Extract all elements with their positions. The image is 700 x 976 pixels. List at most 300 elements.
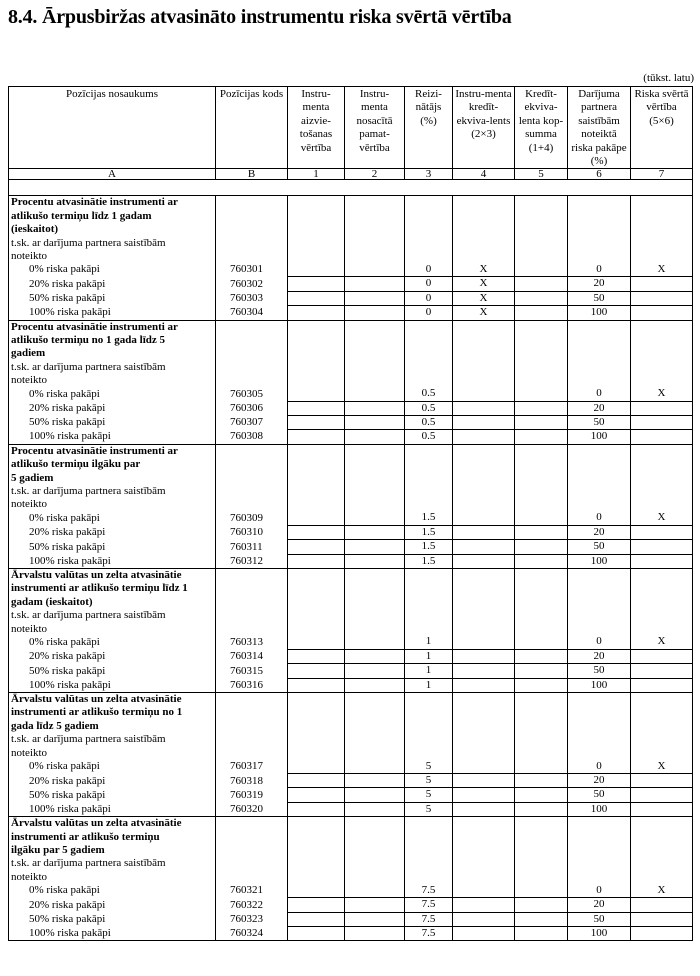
table-row — [9, 196, 693, 277]
value-cell-c3[interactable]: 1.5 — [405, 540, 453, 554]
value-cell-c3[interactable]: 0.5 — [405, 430, 453, 444]
value-cell-c2[interactable] — [345, 554, 405, 568]
position-name-cell — [9, 320, 216, 401]
value-cell-c6[interactable]: 0 — [568, 320, 631, 401]
position-code: 760319 — [216, 788, 288, 802]
value-cell-c3[interactable]: 1 — [405, 664, 453, 678]
position-name-cell — [9, 817, 216, 898]
value-cell-c6[interactable]: 20 — [568, 898, 631, 912]
risk-level-label: 20% riska pakāpi — [29, 526, 106, 539]
value-cell-c3[interactable]: 7.5 — [405, 898, 453, 912]
position-code: 760303 — [216, 291, 288, 305]
value-cell-c7[interactable] — [631, 926, 693, 940]
value-cell-c6[interactable]: 50 — [568, 415, 631, 429]
value-cell-c4[interactable] — [453, 568, 515, 649]
value-cell-c5[interactable] — [515, 554, 568, 568]
position-name-cell — [9, 415, 216, 429]
value-cell-c2[interactable] — [345, 277, 405, 291]
value-cell-c7[interactable] — [631, 678, 693, 692]
value-cell-c5[interactable] — [515, 291, 568, 305]
value-cell-c1[interactable] — [288, 678, 345, 692]
value-cell-c2[interactable] — [345, 306, 405, 320]
position-name-cell — [9, 802, 216, 816]
section-heading: Ārvalstu valūtas un zelta atvasinātie — [11, 568, 182, 581]
value-cell-c2[interactable] — [345, 415, 405, 429]
table-row — [9, 926, 693, 940]
section-heading: 5 gadiem — [11, 471, 54, 484]
sub-caption: t.sk. ar darījuma partnera saistībām — [11, 857, 166, 870]
value-cell-c5[interactable] — [515, 898, 568, 912]
value-cell-c2[interactable] — [345, 320, 405, 401]
column-header: Riska svērtā vērtība (5×6) — [631, 87, 693, 169]
value-cell-c1[interactable] — [288, 291, 345, 305]
value-cell-c2[interactable] — [345, 196, 405, 277]
risk-level-label: 100% riska pakāpi — [29, 430, 111, 443]
value-cell-c3[interactable]: 1.5 — [405, 525, 453, 539]
value-cell-c2[interactable] — [345, 926, 405, 940]
value-cell-c4[interactable] — [453, 817, 515, 898]
value-cell-c5[interactable] — [515, 415, 568, 429]
position-code: 760309 — [216, 444, 288, 525]
value-cell-c7[interactable]: X — [631, 693, 693, 774]
value-cell-c7[interactable] — [631, 802, 693, 816]
table-row — [9, 912, 693, 926]
value-cell-c3[interactable]: 0 — [405, 196, 453, 277]
value-cell-c7[interactable] — [631, 554, 693, 568]
sub-caption: noteikto — [11, 622, 48, 635]
column-header: Pozīcijas nosaukums — [9, 87, 216, 169]
value-cell-c4[interactable] — [453, 788, 515, 802]
position-name-cell — [9, 788, 216, 802]
column-letter: 7 — [631, 169, 693, 180]
column-letter: 6 — [568, 169, 631, 180]
value-cell-c7[interactable] — [631, 664, 693, 678]
section-heading: gada līdz 5 gadiem — [11, 719, 99, 732]
section-heading: instrumenti ar atlikušo termiņu — [11, 830, 160, 843]
table-row — [9, 415, 693, 429]
unit-note: (tūkst. latu) — [643, 72, 694, 84]
value-cell-c5[interactable] — [515, 306, 568, 320]
value-cell-c7[interactable]: X — [631, 196, 693, 277]
value-cell-c6[interactable]: 20 — [568, 774, 631, 788]
value-cell-c2[interactable] — [345, 693, 405, 774]
value-cell-c4[interactable]: X — [453, 291, 515, 305]
value-cell-c3[interactable]: 1 — [405, 568, 453, 649]
risk-level-label: 100% riska pakāpi — [29, 802, 111, 815]
risk-level-label: 20% riska pakāpi — [29, 277, 106, 290]
value-cell-c3[interactable]: 7.5 — [405, 926, 453, 940]
value-cell-c5[interactable] — [515, 444, 568, 525]
value-cell-c1[interactable] — [288, 912, 345, 926]
position-name-cell — [9, 540, 216, 554]
value-cell-c4[interactable] — [453, 898, 515, 912]
section-heading: gadiem — [11, 347, 46, 360]
section-heading: Ārvalstu valūtas un zelta atvasinātie — [11, 817, 182, 830]
column-letter: 5 — [515, 169, 568, 180]
position-name-cell — [9, 291, 216, 305]
position-name-cell — [9, 678, 216, 692]
value-cell-c7[interactable] — [631, 540, 693, 554]
value-cell-c4[interactable] — [453, 430, 515, 444]
value-cell-c7[interactable]: X — [631, 320, 693, 401]
value-cell-c4[interactable] — [453, 912, 515, 926]
value-cell-c2[interactable] — [345, 525, 405, 539]
position-name-cell — [9, 196, 216, 277]
value-cell-c4[interactable] — [453, 678, 515, 692]
table-row — [9, 774, 693, 788]
table-row — [9, 554, 693, 568]
position-code: 760317 — [216, 693, 288, 774]
position-code: 760316 — [216, 678, 288, 692]
page-title: 8.4. Ārpusbiržas atvasināto instrumentu riska svērtā vērtība — [8, 6, 512, 28]
column-header: Darījuma partnera saistībām noteiktā riska pakāpe (%) — [568, 87, 631, 169]
value-cell-c4[interactable] — [453, 664, 515, 678]
value-cell-c7[interactable] — [631, 898, 693, 912]
risk-level-label: 50% riska pakāpi — [29, 913, 106, 926]
value-cell-c6[interactable]: 20 — [568, 277, 631, 291]
value-cell-c3[interactable]: 0 — [405, 291, 453, 305]
table-row — [9, 568, 693, 649]
value-cell-c6[interactable]: 100 — [568, 802, 631, 816]
value-cell-c4[interactable]: X — [453, 306, 515, 320]
risk-level-label: 0% riska pakāpi — [29, 387, 100, 400]
value-cell-c6[interactable]: 0 — [568, 444, 631, 525]
section-heading: Procentu atvasinātie instrumenti ar — [11, 444, 178, 457]
risk-level-label: 50% riska pakāpi — [29, 788, 106, 801]
value-cell-c2[interactable] — [345, 664, 405, 678]
value-cell-c5[interactable] — [515, 817, 568, 898]
value-cell-c7[interactable] — [631, 649, 693, 663]
value-cell-c6[interactable]: 50 — [568, 912, 631, 926]
column-letter: 4 — [453, 169, 515, 180]
value-cell-c6[interactable]: 100 — [568, 306, 631, 320]
table-row — [9, 430, 693, 444]
column-header: Kredīt-ekviva-lenta kop-summa (1+4) — [515, 87, 568, 169]
risk-level-label: 0% riska pakāpi — [29, 635, 100, 648]
risk-level-label: 20% riska pakāpi — [29, 774, 106, 787]
value-cell-c7[interactable] — [631, 774, 693, 788]
value-cell-c2[interactable] — [345, 788, 405, 802]
value-cell-c3[interactable]: 1.5 — [405, 444, 453, 525]
value-cell-c4[interactable] — [453, 525, 515, 539]
value-cell-c1[interactable] — [288, 649, 345, 663]
value-cell-c1[interactable] — [288, 568, 345, 649]
value-cell-c4[interactable] — [453, 415, 515, 429]
spacer-cell — [9, 180, 693, 196]
position-code: 760304 — [216, 306, 288, 320]
position-code: 760307 — [216, 415, 288, 429]
value-cell-c6[interactable]: 0 — [568, 568, 631, 649]
value-cell-c6[interactable]: 100 — [568, 926, 631, 940]
position-name-cell — [9, 444, 216, 525]
value-cell-c1[interactable] — [288, 525, 345, 539]
position-name-cell — [9, 401, 216, 415]
value-cell-c6[interactable]: 20 — [568, 649, 631, 663]
value-cell-c1[interactable] — [288, 788, 345, 802]
section-heading: (ieskaitot) — [11, 223, 59, 236]
position-name-cell — [9, 774, 216, 788]
value-cell-c4[interactable] — [453, 554, 515, 568]
value-cell-c5[interactable] — [515, 525, 568, 539]
value-cell-c7[interactable] — [631, 306, 693, 320]
value-cell-c1[interactable] — [288, 898, 345, 912]
value-cell-c1[interactable] — [288, 817, 345, 898]
sub-caption: noteikto — [11, 250, 48, 263]
column-header: Instru-menta nosacītā pamat-vērtība — [345, 87, 405, 169]
value-cell-c3[interactable]: 1 — [405, 678, 453, 692]
value-cell-c7[interactable] — [631, 401, 693, 415]
value-cell-c5[interactable] — [515, 912, 568, 926]
risk-level-label: 20% riska pakāpi — [29, 402, 106, 415]
value-cell-c5[interactable] — [515, 693, 568, 774]
value-cell-c5[interactable] — [515, 788, 568, 802]
position-code: 760314 — [216, 649, 288, 663]
position-name-cell — [9, 926, 216, 940]
risk-level-label: 50% riska pakāpi — [29, 540, 106, 553]
risk-level-label: 0% riska pakāpi — [29, 263, 100, 276]
position-code: 760315 — [216, 664, 288, 678]
value-cell-c2[interactable] — [345, 802, 405, 816]
value-cell-c2[interactable] — [345, 540, 405, 554]
value-cell-c7[interactable] — [631, 415, 693, 429]
value-cell-c7[interactable] — [631, 277, 693, 291]
table-row — [9, 664, 693, 678]
value-cell-c4[interactable] — [453, 926, 515, 940]
column-letter: A — [9, 169, 216, 180]
value-cell-c4[interactable] — [453, 774, 515, 788]
value-cell-c4[interactable] — [453, 320, 515, 401]
value-cell-c2[interactable] — [345, 898, 405, 912]
value-cell-c1[interactable] — [288, 774, 345, 788]
value-cell-c1[interactable] — [288, 196, 345, 277]
sub-caption: noteikto — [11, 746, 48, 759]
value-cell-c5[interactable] — [515, 320, 568, 401]
table-row — [9, 291, 693, 305]
sub-caption: noteikto — [11, 498, 48, 511]
value-cell-c4[interactable] — [453, 802, 515, 816]
section-heading: atlikušo termiņu no 1 gada līdz 5 — [11, 334, 166, 346]
value-cell-c5[interactable] — [515, 277, 568, 291]
value-cell-c5[interactable] — [515, 664, 568, 678]
table-row — [9, 444, 693, 525]
value-cell-c6[interactable]: 50 — [568, 788, 631, 802]
value-cell-c1[interactable] — [288, 554, 345, 568]
table-row — [9, 277, 693, 291]
value-cell-c3[interactable]: 7.5 — [405, 817, 453, 898]
value-cell-c2[interactable] — [345, 291, 405, 305]
position-code: 760308 — [216, 430, 288, 444]
value-cell-c5[interactable] — [515, 678, 568, 692]
section-heading: instrumenti ar atlikušo termiņu no 1 — [11, 706, 183, 719]
value-cell-c1[interactable] — [288, 444, 345, 525]
value-cell-c2[interactable] — [345, 444, 405, 525]
position-code: 760320 — [216, 802, 288, 816]
value-cell-c4[interactable]: X — [453, 277, 515, 291]
value-cell-c6[interactable]: 20 — [568, 525, 631, 539]
value-cell-c6[interactable]: 100 — [568, 678, 631, 692]
column-letter-row — [9, 169, 693, 180]
sub-caption: t.sk. ar darījuma partnera saistībām — [11, 360, 166, 373]
value-cell-c2[interactable] — [345, 912, 405, 926]
value-cell-c2[interactable] — [345, 568, 405, 649]
value-cell-c1[interactable] — [288, 926, 345, 940]
column-header: Reizi-nātājs (%) — [405, 87, 453, 169]
position-code: 760321 — [216, 817, 288, 898]
value-cell-c3[interactable]: 0.5 — [405, 320, 453, 401]
value-cell-c2[interactable] — [345, 401, 405, 415]
value-cell-c7[interactable] — [631, 788, 693, 802]
value-cell-c2[interactable] — [345, 774, 405, 788]
value-cell-c1[interactable] — [288, 277, 345, 291]
position-code: 760306 — [216, 401, 288, 415]
position-name-cell — [9, 554, 216, 568]
value-cell-c1[interactable] — [288, 693, 345, 774]
value-cell-c1[interactable] — [288, 320, 345, 401]
section-heading: Procentu atvasinātie instrumenti ar — [11, 196, 178, 209]
table-row — [9, 320, 693, 401]
risk-level-label: 0% riska pakāpi — [29, 511, 100, 524]
table-row — [9, 802, 693, 816]
table-row — [9, 788, 693, 802]
value-cell-c7[interactable] — [631, 430, 693, 444]
column-header: Pozīcijas kods — [216, 87, 288, 169]
position-code: 760322 — [216, 898, 288, 912]
value-cell-c2[interactable] — [345, 430, 405, 444]
position-name-cell — [9, 568, 216, 649]
value-cell-c6[interactable]: 50 — [568, 540, 631, 554]
risk-level-label: 0% riska pakāpi — [29, 884, 100, 897]
position-code: 760305 — [216, 320, 288, 401]
value-cell-c5[interactable] — [515, 540, 568, 554]
risk-level-label: 0% riska pakāpi — [29, 760, 100, 773]
section-heading: atlikušo termiņu līdz 1 gadam — [11, 209, 152, 222]
value-cell-c3[interactable]: 5 — [405, 788, 453, 802]
table-row — [9, 693, 693, 774]
value-cell-c5[interactable] — [515, 774, 568, 788]
position-name-cell — [9, 693, 216, 774]
value-cell-c1[interactable] — [288, 540, 345, 554]
sub-caption: t.sk. ar darījuma partnera saistībām — [11, 484, 166, 497]
position-code: 760311 — [216, 540, 288, 554]
table-row — [9, 817, 693, 898]
value-cell-c3[interactable]: 1 — [405, 649, 453, 663]
value-cell-c5[interactable] — [515, 802, 568, 816]
section-heading: Ārvalstu valūtas un zelta atvasinātie — [11, 693, 182, 706]
value-cell-c4[interactable] — [453, 540, 515, 554]
value-cell-c7[interactable]: X — [631, 568, 693, 649]
value-cell-c5[interactable] — [515, 926, 568, 940]
value-cell-c5[interactable] — [515, 430, 568, 444]
value-cell-c6[interactable]: 50 — [568, 291, 631, 305]
value-cell-c7[interactable] — [631, 912, 693, 926]
value-cell-c6[interactable]: 0 — [568, 196, 631, 277]
risk-level-label: 100% riska pakāpi — [29, 554, 111, 567]
position-code: 760324 — [216, 926, 288, 940]
table-row — [9, 540, 693, 554]
value-cell-c5[interactable] — [515, 401, 568, 415]
value-cell-c7[interactable]: X — [631, 444, 693, 525]
value-cell-c3[interactable]: 7.5 — [405, 912, 453, 926]
value-cell-c6[interactable]: 50 — [568, 664, 631, 678]
value-cell-c1[interactable] — [288, 401, 345, 415]
value-cell-c2[interactable] — [345, 817, 405, 898]
value-cell-c3[interactable]: 0 — [405, 277, 453, 291]
section-heading: gadam (ieskaitot) — [11, 595, 93, 608]
value-cell-c4[interactable] — [453, 649, 515, 663]
value-cell-c2[interactable] — [345, 649, 405, 663]
position-name-cell — [9, 912, 216, 926]
position-name-cell — [9, 430, 216, 444]
value-cell-c7[interactable]: X — [631, 817, 693, 898]
value-cell-c1[interactable] — [288, 664, 345, 678]
position-code: 760310 — [216, 525, 288, 539]
value-cell-c1[interactable] — [288, 306, 345, 320]
position-name-cell — [9, 649, 216, 663]
table-row — [9, 678, 693, 692]
position-code: 760302 — [216, 277, 288, 291]
value-cell-c4[interactable] — [453, 693, 515, 774]
position-code: 760301 — [216, 196, 288, 277]
table-row — [9, 401, 693, 415]
column-header: Instru-menta aizvie-tošanas vērtība — [288, 87, 345, 169]
risk-level-label: 100% riska pakāpi — [29, 678, 111, 691]
value-cell-c5[interactable] — [515, 568, 568, 649]
value-cell-c3[interactable]: 5 — [405, 802, 453, 816]
table-row — [9, 306, 693, 320]
value-cell-c1[interactable] — [288, 430, 345, 444]
value-cell-c1[interactable] — [288, 802, 345, 816]
risk-level-label: 20% riska pakāpi — [29, 650, 106, 663]
section-heading: atlikušo termiņu ilgāku par — [11, 458, 141, 471]
table-row — [9, 649, 693, 663]
value-cell-c6[interactable]: 0 — [568, 693, 631, 774]
value-cell-c2[interactable] — [345, 678, 405, 692]
value-cell-c5[interactable] — [515, 196, 568, 277]
value-cell-c6[interactable]: 0 — [568, 817, 631, 898]
value-cell-c3[interactable]: 0.5 — [405, 415, 453, 429]
risk-level-label: 100% riska pakāpi — [29, 306, 111, 319]
value-cell-c3[interactable]: 1.5 — [405, 554, 453, 568]
value-cell-c4[interactable]: X — [453, 196, 515, 277]
column-letter: 1 — [288, 169, 345, 180]
value-cell-c1[interactable] — [288, 415, 345, 429]
column-letter: 2 — [345, 169, 405, 180]
value-cell-c5[interactable] — [515, 649, 568, 663]
sub-caption: t.sk. ar darījuma partnera saistībām — [11, 609, 166, 622]
value-cell-c6[interactable]: 100 — [568, 430, 631, 444]
value-cell-c6[interactable]: 100 — [568, 554, 631, 568]
value-cell-c7[interactable] — [631, 291, 693, 305]
risk-level-label: 100% riska pakāpi — [29, 926, 111, 939]
value-cell-c4[interactable] — [453, 401, 515, 415]
value-cell-c3[interactable]: 5 — [405, 693, 453, 774]
position-code: 760318 — [216, 774, 288, 788]
value-cell-c3[interactable]: 0.5 — [405, 401, 453, 415]
sub-caption: noteikto — [11, 374, 48, 387]
value-cell-c4[interactable] — [453, 444, 515, 525]
section-heading: ilgāku par 5 gadiem — [11, 844, 105, 857]
value-cell-c7[interactable] — [631, 525, 693, 539]
column-letter: 3 — [405, 169, 453, 180]
risk-level-label: 50% riska pakāpi — [29, 292, 106, 305]
value-cell-c6[interactable]: 20 — [568, 401, 631, 415]
section-heading: Procentu atvasinātie instrumenti ar — [11, 320, 178, 333]
value-cell-c3[interactable]: 0 — [405, 306, 453, 320]
column-letter: B — [216, 169, 288, 180]
section-heading: instrumenti ar atlikušo termiņu līdz 1 — [11, 582, 188, 595]
value-cell-c3[interactable]: 5 — [405, 774, 453, 788]
position-name-cell — [9, 525, 216, 539]
